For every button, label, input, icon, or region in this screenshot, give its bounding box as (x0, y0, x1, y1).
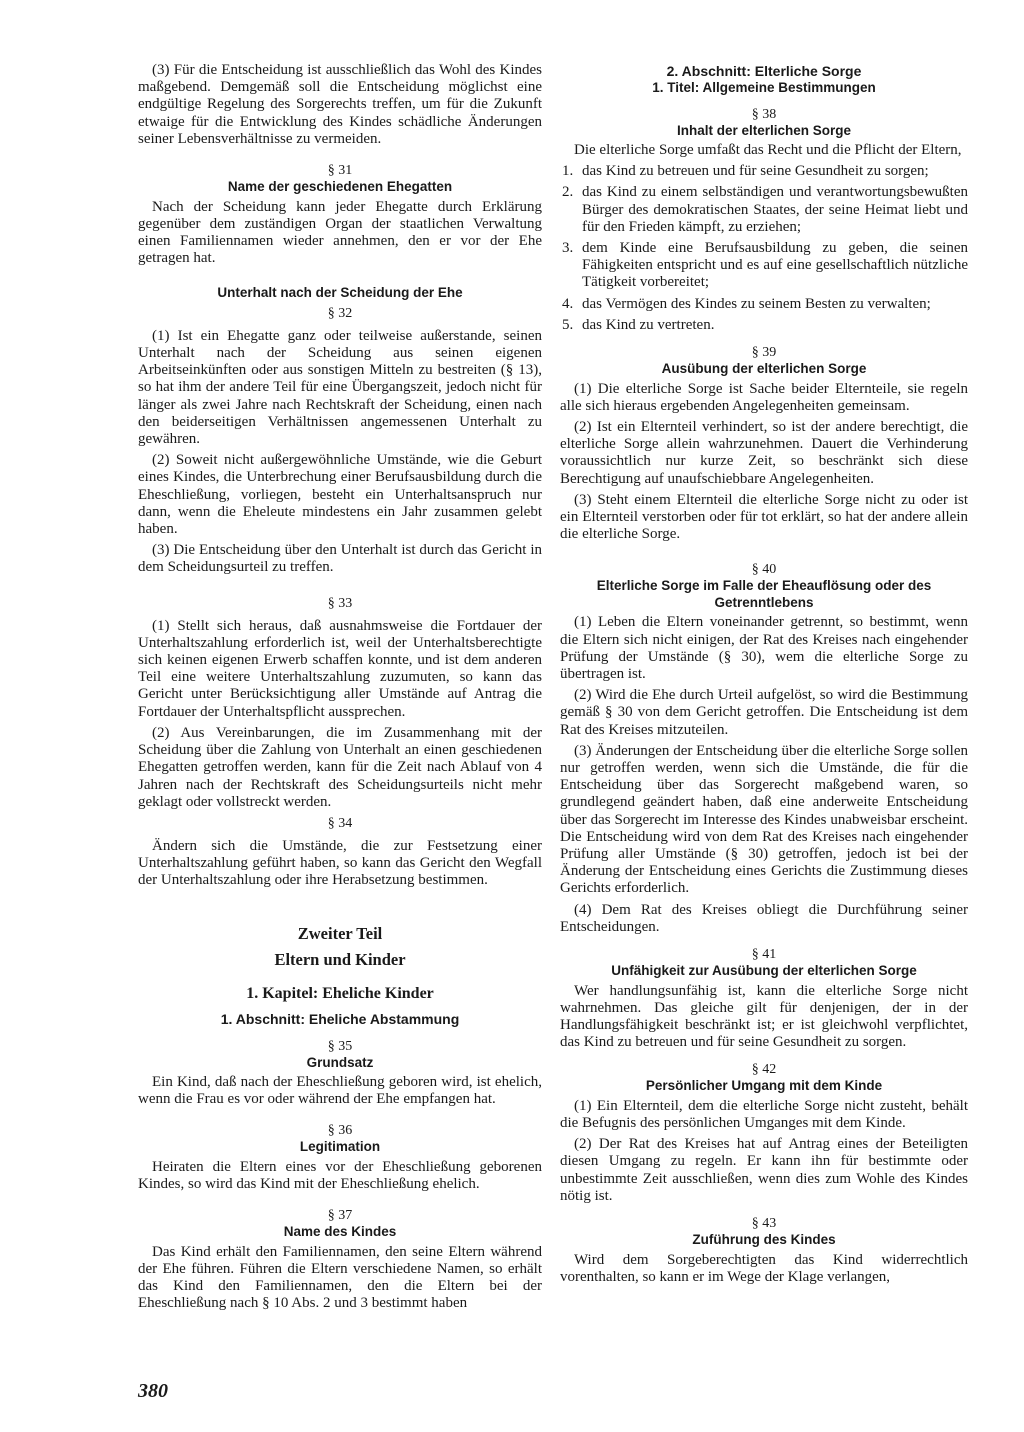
list-item: 1. das Kind zu betreuen und für seine Gesundheit zu sorgen; (562, 163, 929, 180)
section-32-para-1: (1) Ist ein Ehegatte ganz oder teilweise außerstande, seinen Unterhalt nach der Scheidung aus seinen eigenen Arbeitseinkünften oder aus sonstigen Mitteln zu bestreiten (§ 13), so hat ihm der andere Teil für eine Übergangszeit, jedoch nicht für länger als zwei Jahre nach Rechtskraft der Scheidung, einen nach den beiderseitigen Verhältnissen angemessenen Unterhalt zu gewähren. (138, 327, 542, 448)
section-40-para-1: (1) Leben die Eltern voneinander getrennt, so bestimmt, wenn die Eltern sich nicht einigen, der Rat des Kreises nach eingehender Prüfung der Umstände (§ 30), wem die elterliche Sorge zu übertragen ist. (560, 614, 968, 682)
section-42-title: Persönlicher Umgang mit dem Kinde (645, 1078, 883, 1094)
section-38-number: § 38 (751, 106, 777, 122)
section-40-title: Elterliche Sorge im Falle der Eheauflösung oder des Getrenntlebens (596, 578, 932, 610)
section-33-para-2: (2) Aus Vereinbarungen, die im Zusammenhang mit der Scheidung über die Zahlung von Unterhalt an einen geschiedenen Ehegatten getroffen werden, kann für die Zeit nach Ablauf von 4 Jahren nach der Rechtskraft des Scheidungsurteils nicht mehr geklagt oder vollstreckt werden. (138, 724, 542, 810)
section-36-text: Heiraten die Eltern eines vor der Eheschließung geborenen Kindes, so wird das Kind mit der Eheschließung ehelich. (138, 1158, 542, 1193)
section-39-para-3: (3) Steht einem Elternteil die elterliche Sorge nicht zu oder ist ein Elternteil verstorben oder für tot erklärt, so hat der andere allein die elterliche Sorge. (560, 491, 968, 543)
section-34-number: § 34 (327, 815, 353, 831)
left-column (138, 62, 542, 1317)
section-32-para-3: (3) Die Entscheidung über den Unterhalt ist durch das Gericht in dem Scheidungsurteil zu treffen. (138, 542, 542, 576)
section-42-number: § 42 (751, 1062, 777, 1078)
section-41-number: § 41 (751, 947, 777, 963)
section-35-title: Grundsatz (306, 1054, 374, 1070)
section-35-text: Ein Kind, daß nach der Eheschließung geboren wird, ist ehelich, wenn die Frau es vor oder während der Ehe empfangen hat. (138, 1074, 542, 1108)
part-two-subtitle: Eltern und Kinder (274, 949, 406, 969)
section-37-title: Name des Kindes (283, 1224, 397, 1240)
section-38-list (560, 163, 968, 334)
abschnitt-2-title: 2. Abschnitt: Elterliche Sorge (666, 63, 862, 79)
section-40-para-2: (2) Wird die Ehe durch Urteil aufgelöst, so wird die Bestimmung gemäß § 30 von dem Gericht getroffen. Die Entscheidung ist dem Rat des Kreises mitzuteilen. (560, 687, 968, 738)
section-31-title: Name der geschiedenen Ehegatten (227, 179, 453, 195)
section-41-text: Wer handlungsunfähig ist, kann die elterliche Sorge nicht wahrnehmen. Das gleiche gilt für denjenigen, der in der Handlungsfähigkeit beschränkt ist; er ist gleichwohl verpflichtet, das Kind zu betreuen und für seine Gesundheit zu sorgen. (560, 982, 968, 1051)
section-39-para-1: (1) Die elterliche Sorge ist Sache beider Elternteile, sie regeln alle sich hieraus ergebenden Angelegenheiten gemeinsam. (560, 380, 968, 414)
titel-1-heading: 1. Titel: Allgemeine Bestimmungen (652, 80, 876, 95)
page-number: 380 (138, 1380, 168, 1402)
chapter-1-title: 1. Kapitel: Eheliche Kinder (246, 984, 434, 1002)
section-43-title: Zuführung des Kindes (692, 1232, 836, 1248)
section-43-number: § 43 (751, 1216, 777, 1232)
section-32-para-2: (2) Soweit nicht außergewöhnliche Umstände, wie die Geburt eines Kindes, die Unterbrechung einer Berufsausbildung durch die Eheschließung, vorliegen, besteht ein Unterhaltsanspruch nur dann, wenn die Eheleute mindestens ein Jahr zusammen gelebt haben. (138, 452, 542, 538)
section-34-text: Ändern sich die Umstände, die zur Festsetzung einer Unterhaltszahlung geführt haben, so kann das Gericht den Wegfall der Unterhaltszahlung oder ihre Herabsetzung bestimmen. (138, 837, 542, 889)
section-38-title: Inhalt der elterlichen Sorge (676, 122, 852, 138)
section-40-para-3: (3) Änderungen der Entscheidung über die elterliche Sorge sollen nur getroffen werden, wenn sich die Umstände, die für die Entscheidung über das Sorgerecht maßgebend waren, so grundlegend geändert haben, daß eine anderweite Entscheidung über das Sorgerecht im Interesse des Kindes unabweisbar erscheint. Die Entscheidung wird von dem Rat des Kreises nach eingehender Prüfung aller Umstände (§ 30) getroffen, jedoch ist bei der Änderung der Entscheidung eines Gerichts die Zustimmung dieses Gerichts erforderlich. (560, 742, 968, 897)
list-item: 2. das Kind zu einem selbständigen und verantwortungsbewußten Bürger des demokratischen Staates, der seine Heimat liebt und für den Frieden kämpft, zu erziehen; (562, 184, 968, 235)
section-33-number: § 33 (327, 595, 353, 611)
section-40-para-4: (4) Dem Rat des Kreises obliegt die Durchführung seiner Entscheidungen. (560, 901, 968, 935)
list-item: 4. das Vermögen des Kindes zu seinem Besten zu verwalten; (562, 295, 931, 312)
part-two-title: Zweiter Teil (297, 923, 383, 943)
section-42-para-1: (1) Ein Elternteil, dem die elterliche Sorge nicht zusteht, behält die Befugnis des persönlichen Umganges mit dem Kinde. (560, 1097, 968, 1132)
section-43-text: Wird dem Sorgeberechtigten das Kind widerrechtlich vorenthalten, so kann er im Wege der Klage verlangen, (560, 1251, 968, 1285)
section-33-para-1: (1) Stellt sich heraus, daß ausnahmsweise die Fortdauer der Unterhaltszahlung erforderlich ist, weil der Unterhaltsberechtigte sich keinen eigenen Erwerb schaffen konnte, und ist dem anderen Teil eine weitere Unterhaltszahlung zuzumuten, so kann das Gericht unter Berücksichtigung aller Umstände auf Antrag die Fortdauer der Unterhaltspflicht aussprechen. (138, 617, 542, 720)
unterhalt-heading: Unterhalt nach der Scheidung der Ehe (217, 285, 463, 301)
list-item: 5. das Kind zu vertreten. (562, 316, 715, 333)
section-39-number: § 39 (751, 345, 777, 361)
section-35-number: § 35 (327, 1038, 353, 1054)
section-39-para-2: (2) Ist ein Elternteil verhindert, so ist der andere berechtigt, die elterliche Sorge allein wahrzunehmen. Dauert die Verhinderung voraussichtlich nur kurze Zeit, so beschränkt sich diese Berechtigung auf unaufschiebbare Angelegenheiten. (560, 418, 968, 487)
section-37-text: Das Kind erhält den Familiennamen, den seine Eltern während der Ehe führen. Führen die Eltern verschiedene Namen, so erhält das Kind den Familiennamen, den die Eltern bei der Eheschließung nach § 10 Abs. 2 und 3 bestimmt haben (138, 1243, 542, 1312)
section-37-number: § 37 (327, 1208, 353, 1224)
section-31-number: § 31 (327, 163, 353, 179)
section-31-text: Nach der Scheidung kann jeder Ehegatte durch Erklärung gegenüber dem zuständigen Organ der staatlichen Verwaltung einen Familiennamen wieder annehmen, den er vor der Ehe getragen hat. (138, 198, 542, 267)
abschnitt-1-title: 1. Abschnitt: Eheliche Abstammung (220, 1010, 460, 1027)
right-column (560, 62, 968, 1290)
section-39-title: Ausübung der elterlichen Sorge (661, 361, 867, 377)
section-41-title: Unfähigkeit zur Ausübung der elterlichen Sorge (611, 963, 917, 979)
section-40-number: § 40 (751, 562, 777, 578)
section-38-intro: Die elterliche Sorge umfaßt das Recht und die Pflicht der Eltern, (574, 142, 962, 158)
section-32-number: § 32 (327, 305, 353, 321)
list-item: 3. dem Kinde eine Berufsausbildung zu geben, die seinen Fähigkeiten entspricht und es auf eine gesellschaftlich nützliche Tätigkeit vorbereitet; (562, 240, 968, 291)
paragraph-30-3: (3) Für die Entscheidung ist ausschließlich das Wohl des Kindes maßgebend. Demgemäß soll die Entscheidung möglichst eine endgültige Regelung des Sorgerechts treffen, um für die Zukunft etwaige für die Entwicklung des Kindes schädliche Änderungen seiner Lebensverhältnisse zu vermeiden. (138, 62, 542, 147)
section-42-para-2: (2) Der Rat des Kreises hat auf Antrag eines der Beteiligten diesen Umgang zu regeln. Er kann ihn für bestimmte oder unbestimmte Zeit ausschließen, wenn dies zum Wohle des Kindes nötig ist. (560, 1136, 968, 1204)
section-36-number: § 36 (327, 1123, 353, 1139)
section-36-title: Legitimation (299, 1139, 381, 1155)
